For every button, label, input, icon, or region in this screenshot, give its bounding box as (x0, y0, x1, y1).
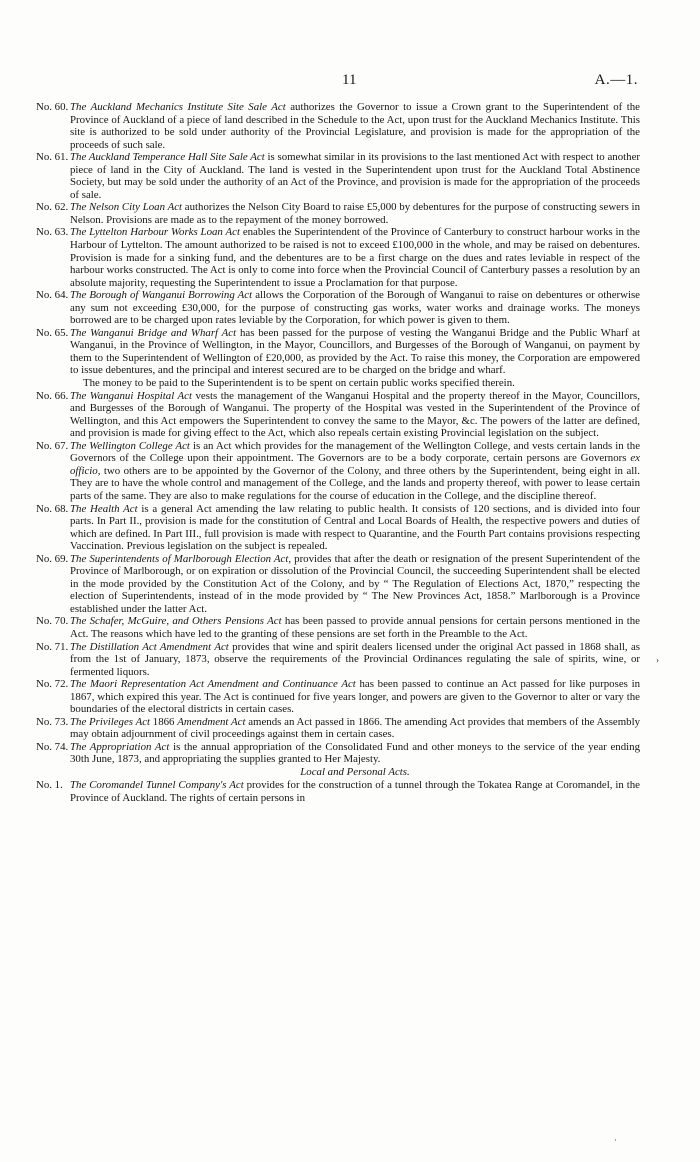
act-entry-no-68 (36, 503, 640, 553)
act-description: vests the management of the Wanganui Hospital and the property thereof in the Mayor, Councillors, and Burgesses of the Borough of Wanganui. The property of the Hospital was vested in the Superintendent of the Province of Wellington, and this Act empowers the Superintendent to convey the same to the Mayor, &c. The powers of the latter are defined, and provision is made for giving effect to the Act, which also repeals certain existing Provincial legislation on the subject. (70, 389, 640, 440)
act-description: has been passed to continue an Act passed for like purposes in 1867, which expired this year. The Act is continued for five years longer, and powers are given to the Governor to alter or vary the boundaries of the electoral districts in certain cases. (70, 678, 641, 716)
act-title: The Health Act (70, 502, 138, 515)
act-title: The Wellington College Act (70, 439, 190, 452)
act-entry-no-70 (36, 615, 640, 640)
entry-number: No. 62. (36, 201, 69, 214)
act-title: The Lyttelton Harbour Works Loan Act (70, 226, 240, 239)
act-year: 1866 (150, 715, 178, 728)
act-title: The Borough of Wanganui Borrowing Act (70, 289, 253, 302)
act-title: The Wanganui Bridge and Wharf Act (70, 326, 237, 339)
entry-number: No. 64. (36, 289, 69, 302)
act-entry-no-72 (36, 678, 640, 716)
act-title: The Schafer, McGuire, and Others Pensions Act (70, 615, 282, 628)
entry-number: No. 71. (36, 640, 69, 653)
act-description: is somewhat similar in its provisions to the last mentioned Act with respect to another piece of land in the City of Auckland. The land is vested in the Superintendent upon trust for the Auckland Total Abstinence Society, but may be sold under the authority of an Act of the Province, and provision is made for the appropriation of the proceeds of sale. (70, 151, 640, 201)
act-entry-no-73 (36, 716, 640, 741)
entry-number: No. 74. (36, 740, 69, 753)
entry-number: No. 61. (36, 151, 69, 164)
page-body (36, 101, 640, 804)
act-title: The Appropriation Act (70, 740, 170, 753)
entry-number: No. 69. (36, 552, 69, 565)
act-description: authorizes the Nelson City Board to raise £5,000 by debentures for the purpose of constructing sewers in Nelson. Provisions are made as to the repayment of the money borrowed. (70, 201, 640, 226)
act-title: The Auckland Temperance Hall Site Sale Act (70, 151, 265, 164)
act-description: provides that wine and spirit dealers licensed under the original Act passed in 1868 shall, as from the 1st of January, 1873, observe the requirements of the Provincial Ordinances regulating the sale of spirits, wine, or fermented liquors. (70, 640, 640, 678)
act-title: The Superintendents of Marlborough Election Act, (70, 552, 292, 565)
entry-number: No. 66. (36, 389, 69, 402)
act-title: The Wanganui Hospital Act (70, 389, 192, 402)
page-number: 11 (342, 72, 357, 88)
wharf-money-paragraph: The money to be paid to the Superintendent is to be spent on certain public works specified therein. (83, 377, 515, 390)
act-entry-no-66 (36, 390, 640, 440)
entry-number: No. 68. (36, 502, 69, 515)
act-description-continued: two others are to be appointed by the Governor of the Colony, and three others by the Superintendent, being eight in all. They are to have the whole control and management of the College, and the lands and property thereof, with power to lease certain parts of the same. They are also to make regulations for the course of education in the College, and the discipline thereof. (70, 464, 640, 502)
act-entry-no-63 (36, 226, 640, 289)
entry-number: No. 70. (36, 615, 69, 628)
act-description: authorizes the Governor to issue a Crown grant to the Superintendent of the Province of Auckland of a piece of land described in the Schedule to the Act, upon trust for the Auckland Mechanics Institute. This site is authorized to be sold under authority of the Provincial Legislature, and provision is made for the appropriation of the proceeds of such sale. (70, 101, 640, 151)
entry-number: No. 73. (36, 715, 69, 728)
act-title: The Privileges Act (70, 715, 151, 728)
act-description: is a general Act amending the law relating to public health. It consists of 120 sections, and is divided into four parts. In Part II., provision is made for the constitution of Central and Local Boards of Health, the respective powers and duties of which are defined. In Part III., full provision is made with respect to Quarantine, and the Fourth Part contains provisions respecting Vaccination. Previous legislation on the subject is repealed. (70, 502, 640, 553)
act-description: amends an Act passed in 1866. The amending Act provides that members of the Assembly may obtain adjournment of civil proceedings against them in certain cases. (70, 715, 641, 741)
entry-number: No. 63. (36, 226, 69, 239)
act-description: allows the Corporation of the Borough of Wanganui to raise on debentures or otherwise any sum not exceeding £30,000, for the purpose of constructing gas works, water works and drainage works. The moneys borrowed are to be charged upon rates leviable by the Corporation, for which power is given to them. (70, 289, 640, 327)
entry-number: No. 65. (36, 326, 69, 339)
foot-mark: · (614, 1135, 617, 1145)
act-title: The Maori Representation Act Amendment and Continuance Act (70, 678, 356, 691)
act-description: enables the Superintendent of the Province of Canterbury to construct harbour works in the Harbour of Lyttelton. The amount authorized to be raised is not to exceed £100,000 in the whole, and may be raised on debentures. Provision is made for a sinking fund, and the debentures are to be a first charge on the dues and rates leviable in respect of the harbour works constructed. The Act is only to come into force when the Provincial Council of Canterbury passes a resolution by an absolute majority, requesting the Superintendent to issue a Proclamation for that purpose. (70, 226, 640, 289)
act-description: is an Act which provides for the management of the Wellington College, and vests certain lands in the Governors of the College upon their appointment. The Governors are to be a body corporate, certain persons are Governors (70, 439, 641, 465)
entry-number: No. 67. (36, 439, 69, 452)
entry-number: No. 60. (36, 101, 69, 113)
act-description: has been passed for the purpose of vesting the Wanganui Bridge and the Public Wharf at Wanganui, in the Province of Wellington, in the Mayor, Councillors, and Burgesses of the Borough of Wanganui, on payment by them to the Superintendent of Wellington of £20,000, as provided by the Act. To raise this money, the Corporation are empowered to issue debentures, and the principal and interest secured are to be charged on the bridge and wharf. (70, 326, 640, 377)
act-entry-no-67 (36, 440, 640, 503)
latin-term: ex officio, (70, 452, 640, 477)
section-heading-local-personal-acts: Local and Personal Acts. (300, 765, 410, 778)
entry-number: No. 72. (36, 678, 69, 691)
margin-mark: › (656, 655, 659, 665)
entry-number: No. 1. (36, 778, 63, 791)
act-title: The Nelson City Loan Act (70, 201, 183, 214)
act-description: has been passed to provide annual pensions for certain persons mentioned in the Act. The reasons which have led to the granting of these pensions are set forth in the Preamble to the Act. (70, 615, 640, 640)
act-entry-no-71 (36, 641, 640, 679)
act-description: provides that after the death or resignation of the present Superintendent of the Province of Marlborough, or on expiration or dissolution of the Provincial Council, the succeeding Superintendent shall be elected in the mode provided by the Constitution Act of the Colony, and by “ The Regulation of Elections Act, 1870,” respecting the election of Superintendents, instead of in the mode provided by “ The New Provinces Act, 1858.” Marlborough is a Province established under the latter Act. (70, 552, 640, 615)
act-title: The Distillation Act Amendment Act (70, 640, 229, 653)
act-title: The Auckland Mechanics Institute Site Sale Act (70, 101, 286, 113)
act-entry-no-61 (36, 151, 640, 201)
act-description: is the annual appropriation of the Consolidated Fund and other moneys to the service of the year ending 30th June, 1873, and appropriating the supplies granted to Her Majesty. (70, 740, 640, 766)
series-reference: A.—1. (594, 72, 638, 88)
act-title: The Coromandel Tunnel Company's Act (70, 778, 244, 791)
local-act-entry-no-1 (36, 779, 640, 804)
act-entry-no-60 (36, 101, 640, 151)
act-entry-no-65 (36, 327, 640, 377)
act-entry-no-62 (36, 201, 640, 226)
act-entry-no-64 (36, 289, 640, 327)
act-entry-no-69 (36, 553, 640, 616)
page-header (0, 72, 700, 94)
act-description: provides for the construction of a tunnel through the Tokatea Range at Coromandel, in the Province of Auckland. The rights of certain persons in (70, 778, 640, 804)
act-title-continued: Amendment Act (177, 715, 246, 728)
act-entry-no-74 (36, 741, 640, 766)
